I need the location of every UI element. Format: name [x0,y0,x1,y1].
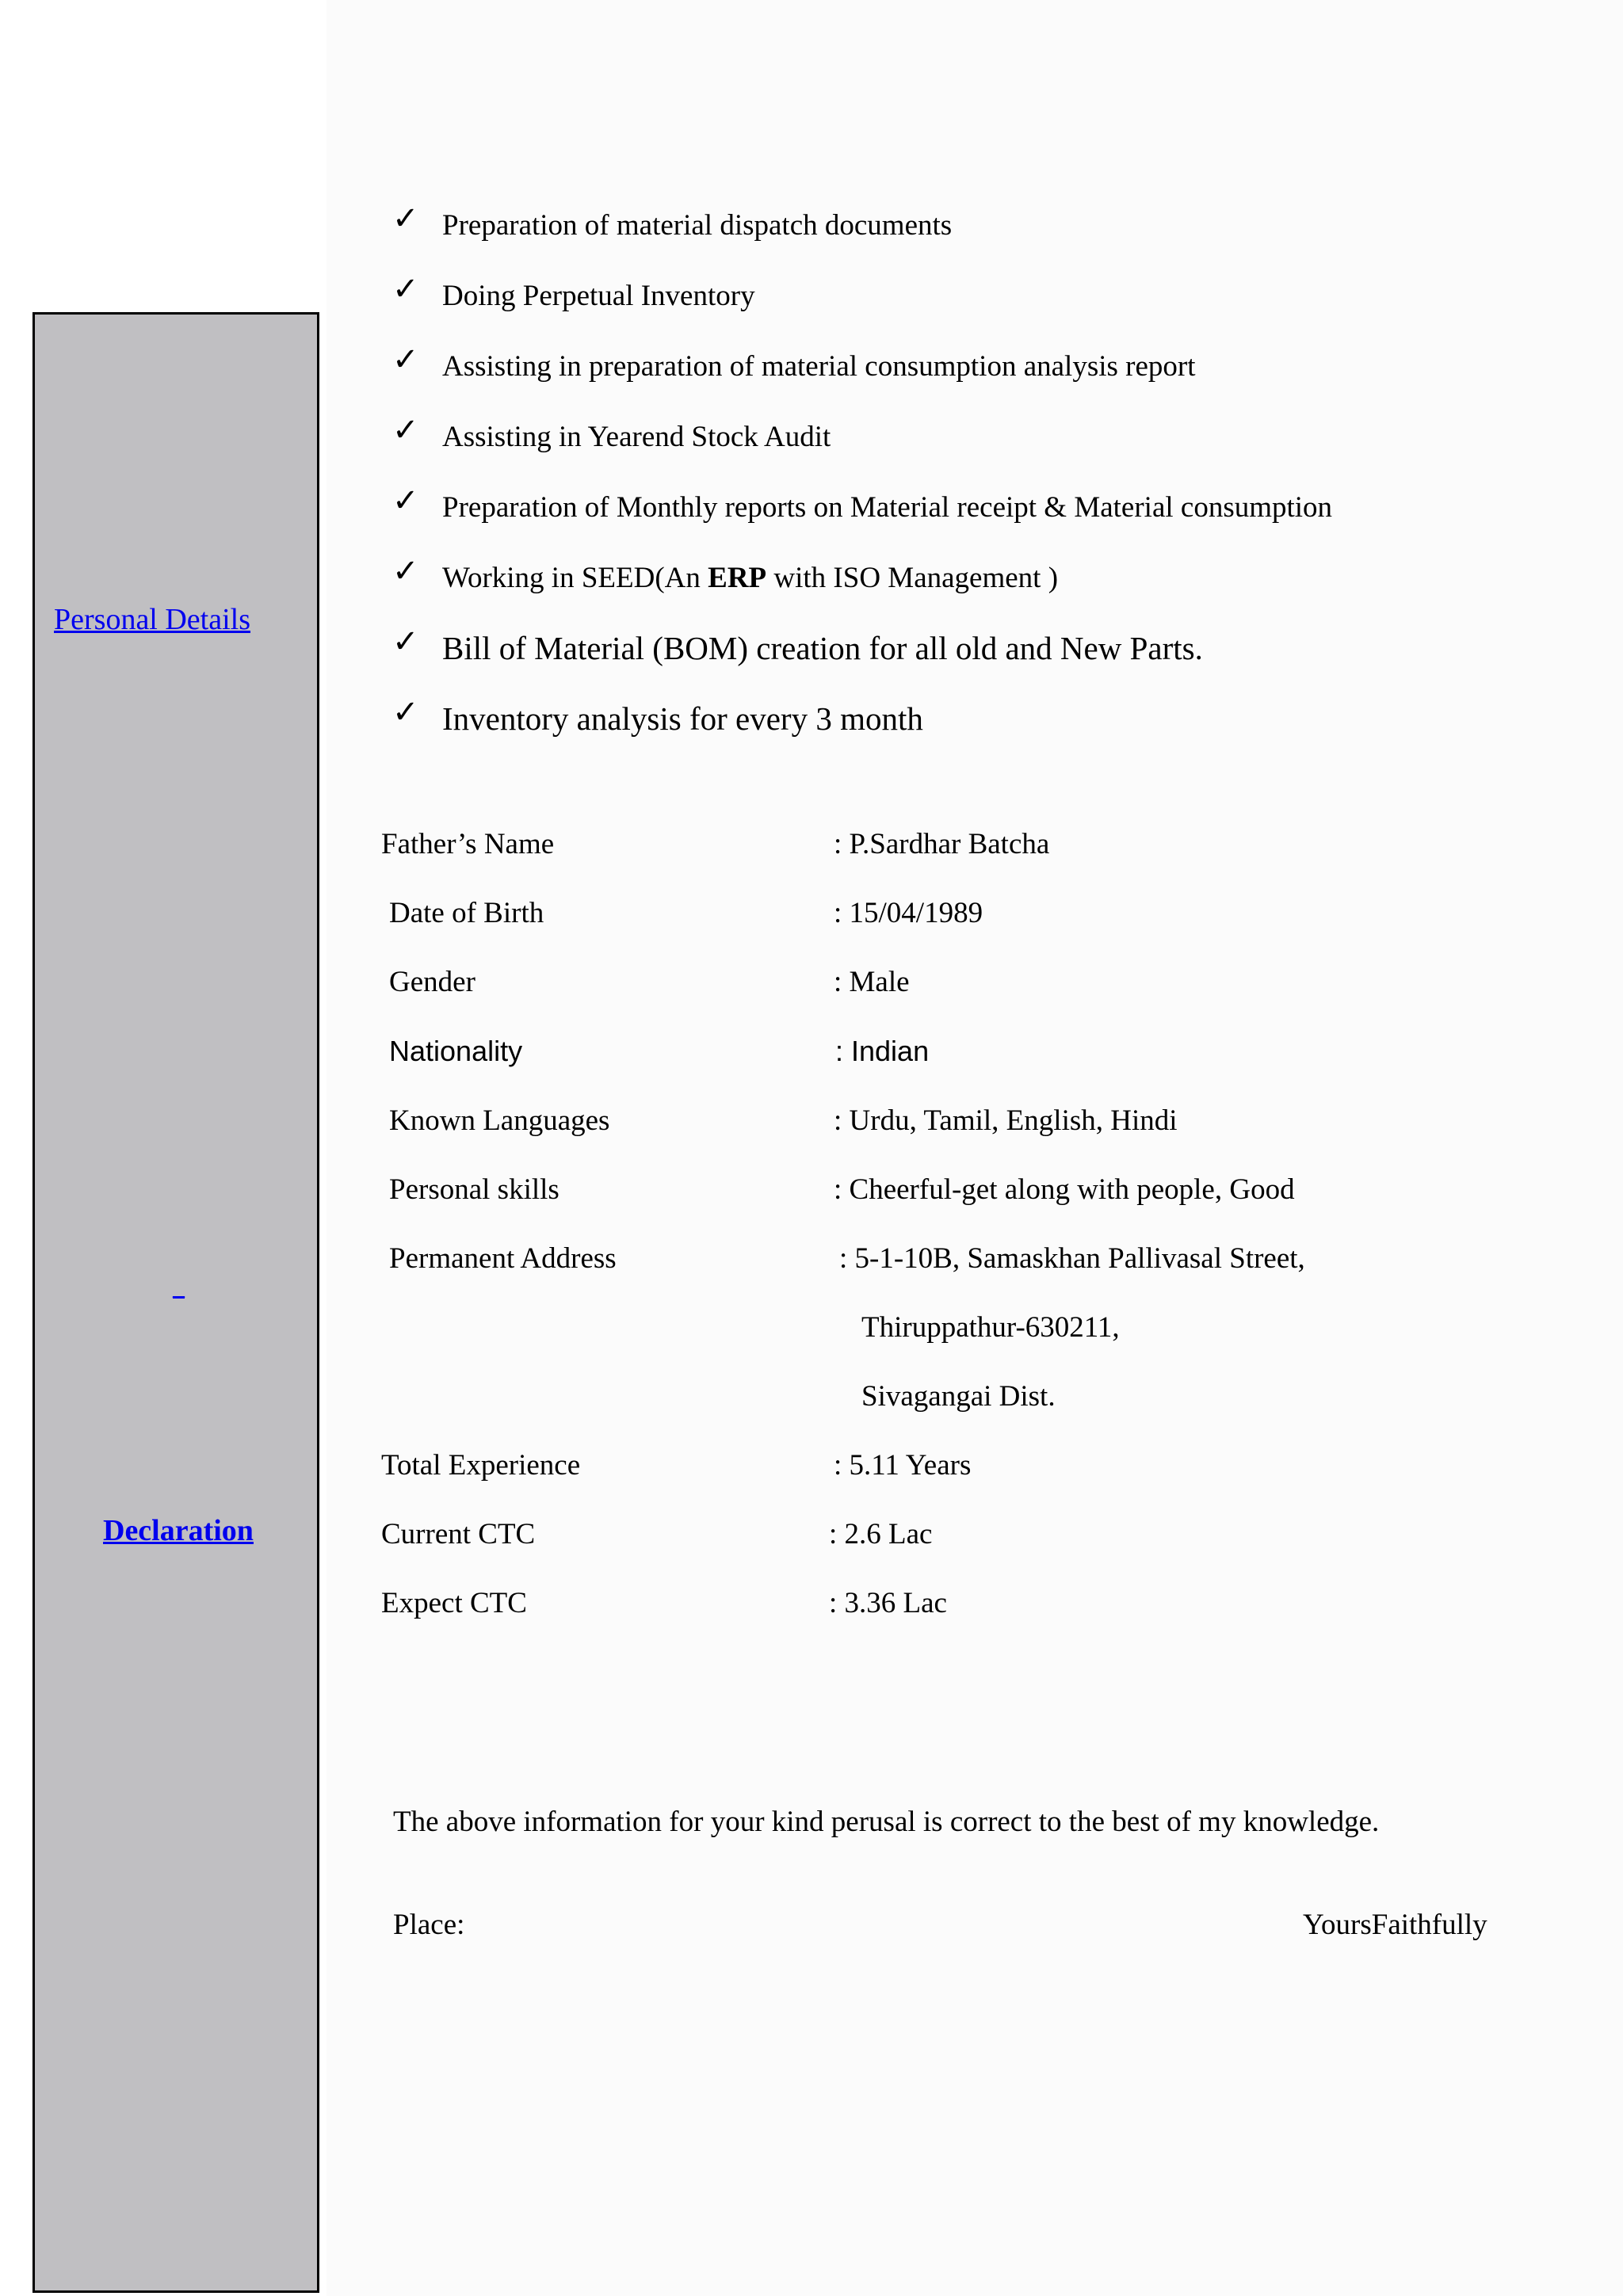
list-item: ✓ Preparation of Monthly reports on Material receipt & Material consumption [392,472,1332,543]
check-icon: ✓ [392,200,419,237]
current-ctc-value: : 2.6 Lac [829,1518,933,1550]
nationality-label: Nationality [389,1035,523,1067]
permanent-address-label: Permanent Address [389,1242,617,1275]
list-item: ✓ Assisting in preparation of material consumption analysis report [392,331,1332,402]
personal-details-link[interactable]: Personal Details [54,603,251,636]
known-languages-label: Known Languages [389,1104,610,1137]
check-icon: ✓ [392,694,419,730]
permanent-address-line3: Sivagangai Dist. [861,1380,1056,1413]
personal-skills-value: : Cheerful-get along with people, Good [834,1173,1295,1206]
expected-ctc-value: : 3.36 Lac [829,1587,947,1619]
check-icon: ✓ [392,624,419,660]
nationality-value: : Indian [835,1035,930,1067]
check-icon: ✓ [392,341,419,378]
list-item: ✓ Assisting in Yearend Stock Audit [392,402,1332,472]
total-experience-value: : 5.11 Years [834,1449,972,1482]
permanent-address-line1: : 5-1-10B, Samaskhan Pallivasal Street, [839,1242,1305,1275]
total-experience-label: Total Experience [381,1449,581,1482]
gender-label: Gender [389,966,475,998]
known-languages-value: : Urdu, Tamil, English, Hindi [834,1104,1178,1137]
current-ctc-label: Current CTC [381,1518,536,1550]
fathers-name-label: Father’s Name [381,828,555,860]
check-icon: ✓ [392,553,419,589]
list-item: ✓ Working in SEED(An ERP with ISO Management ) [392,543,1332,613]
check-icon: ✓ [392,271,419,307]
list-item: ✓ Inventory analysis for every 3 month [392,684,1332,754]
check-icon: ✓ [392,412,419,448]
list-item: ✓ Bill of Material (BOM) creation for all old and New Parts. [392,613,1332,684]
permanent-address-line2: Thiruppathur-630211, [861,1311,1120,1344]
declaration-link[interactable]: Declaration [103,1514,254,1547]
list-item: ✓ Doing Perpetual Inventory [392,261,1332,331]
place-label: Place: [393,1909,465,1941]
declaration-statement: The above information for your kind perusal is correct to the best of my knowledge. [393,1806,1380,1838]
personal-skills-label: Personal skills [389,1173,559,1206]
erp-bold-text: ERP [708,562,767,594]
list-item: ✓ Preparation of material dispatch documents [392,190,1332,261]
gender-value: : Male [834,966,910,998]
check-icon: ✓ [392,482,419,519]
date-of-birth-label: Date of Birth [389,897,544,929]
fathers-name-value: : P.Sardhar Batcha [834,828,1050,860]
sidebar-link[interactable]: _ [173,1274,185,1300]
date-of-birth-value: : 15/04/1989 [834,897,983,929]
responsibilities-list [392,190,1332,754]
expected-ctc-label: Expect CTC [381,1587,527,1619]
closing-signoff: YoursFaithfully [1303,1909,1487,1941]
